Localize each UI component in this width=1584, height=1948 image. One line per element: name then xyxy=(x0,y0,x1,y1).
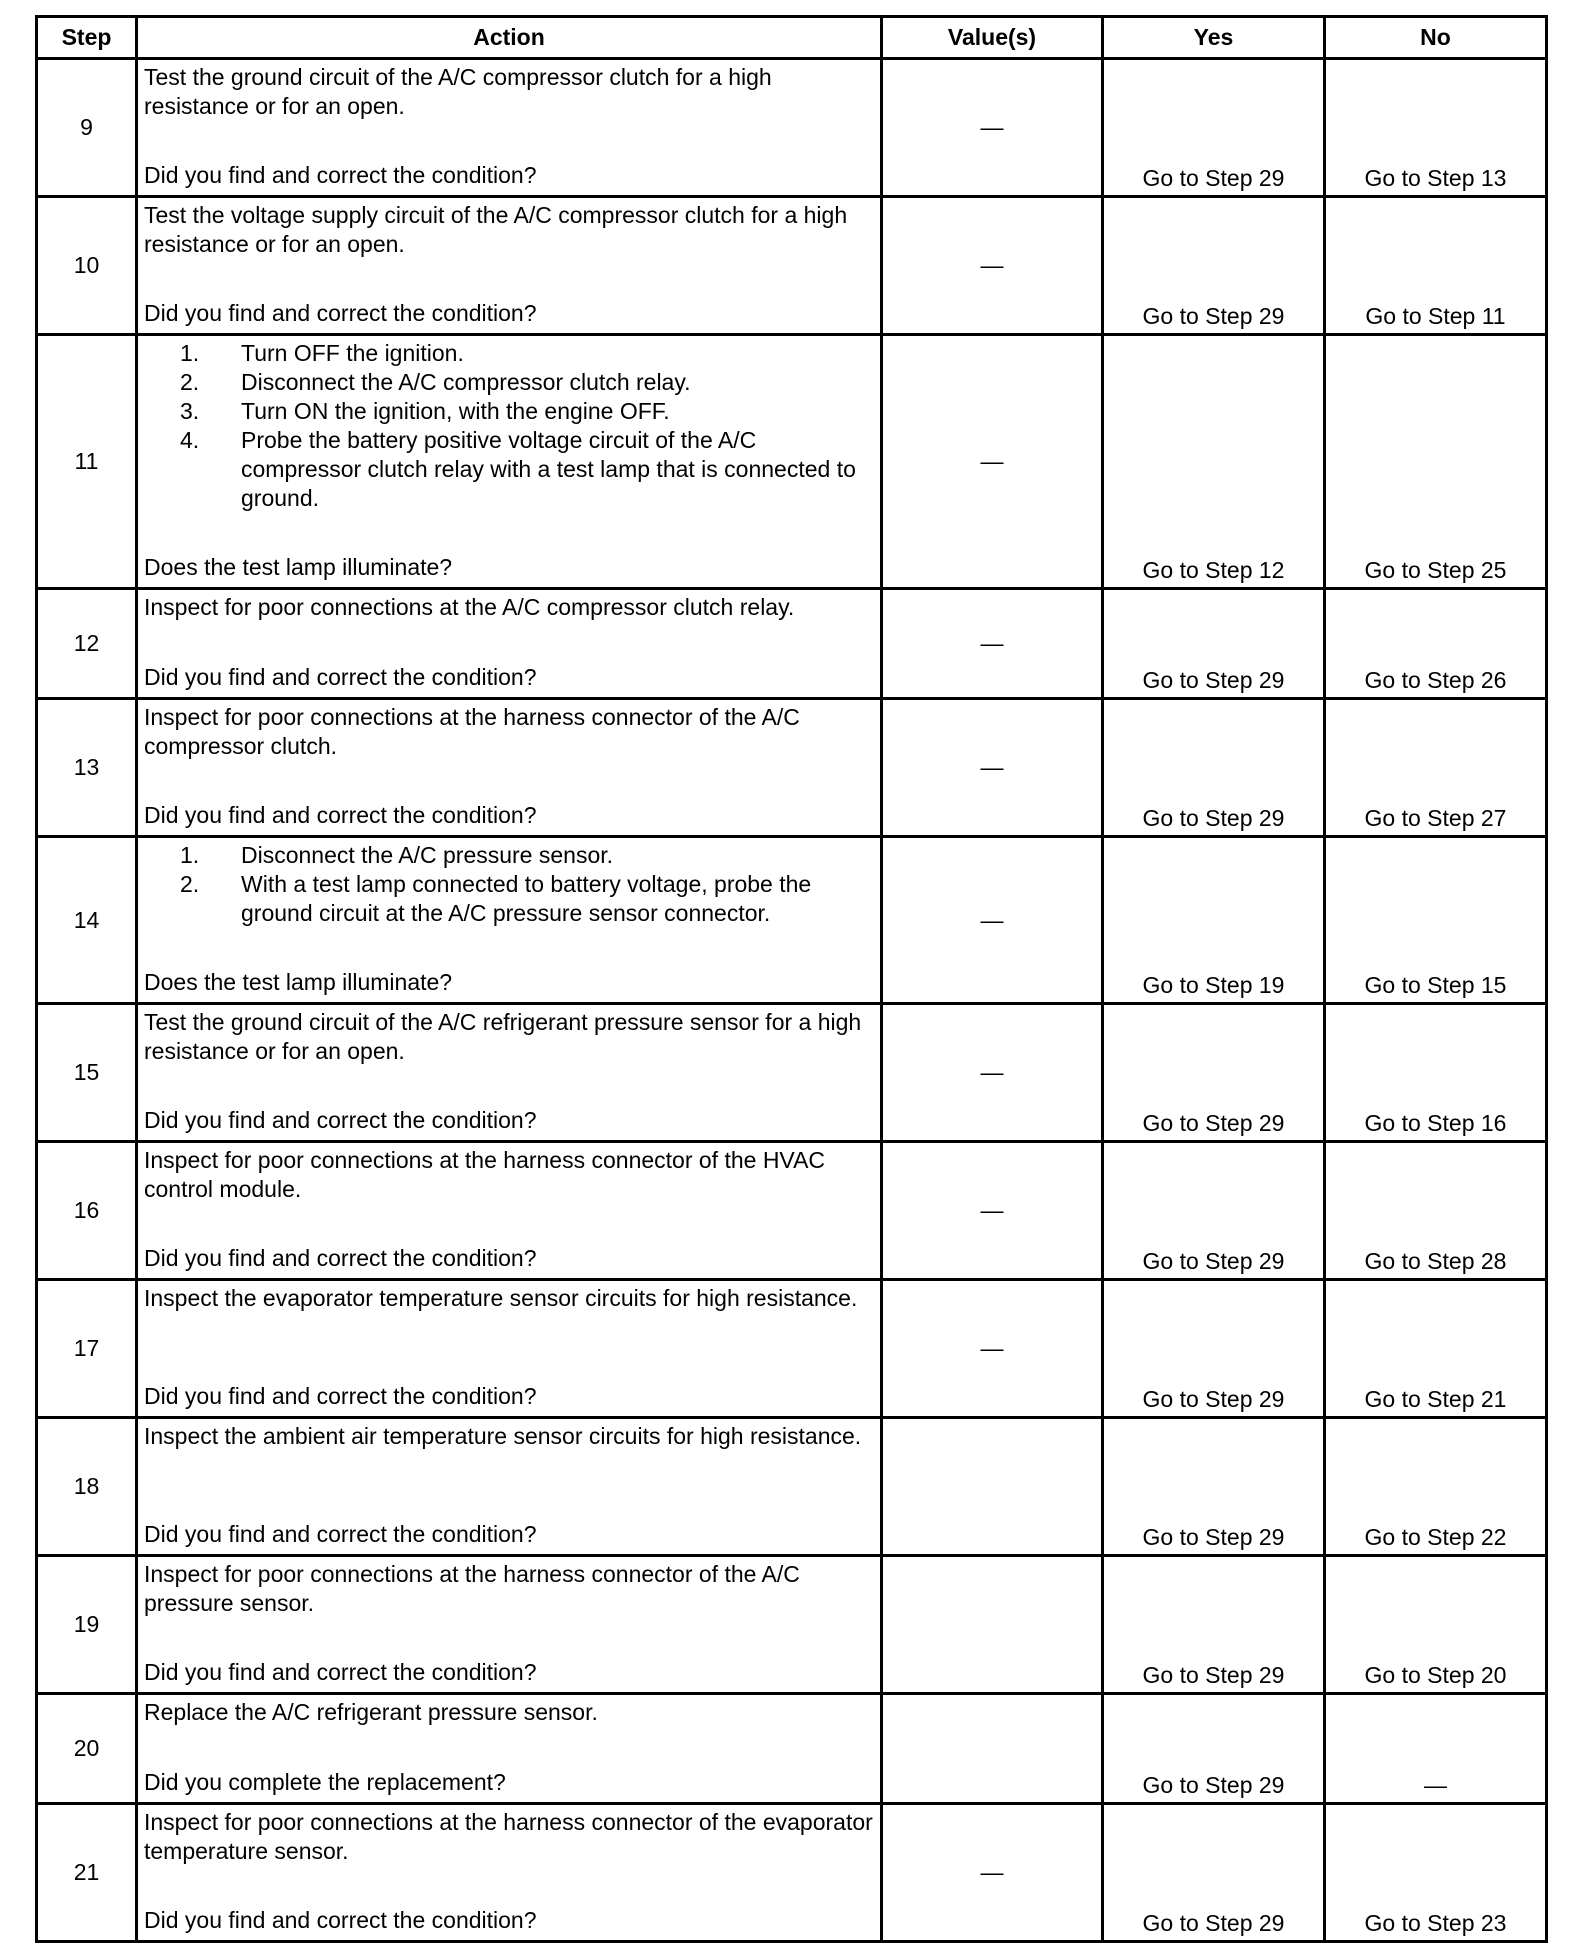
step-number: 14 xyxy=(37,837,137,1004)
action-instructions xyxy=(144,593,874,622)
action-content xyxy=(144,1143,874,1275)
action-question: Does the test lamp illuminate? xyxy=(144,554,453,580)
action-cell xyxy=(137,1694,882,1804)
action-cell xyxy=(137,699,882,837)
action-question: Did you find and correct the condition? xyxy=(144,162,537,188)
table-row xyxy=(37,335,1547,589)
yes-link[interactable]: Go to Step 29 xyxy=(1103,59,1325,197)
action-instructions xyxy=(144,1422,874,1451)
action-cell xyxy=(137,1556,882,1694)
value-cell: — xyxy=(882,699,1103,837)
yes-link[interactable]: Go to Step 29 xyxy=(1103,1556,1325,1694)
no-link[interactable]: Go to Step 23 xyxy=(1325,1804,1547,1942)
step-number: 18 xyxy=(37,1418,137,1556)
value-cell xyxy=(882,1418,1103,1556)
step-number: 15 xyxy=(37,1004,137,1142)
action-content xyxy=(144,1005,874,1137)
no-link[interactable]: Go to Step 11 xyxy=(1325,197,1547,335)
action-cell xyxy=(137,335,882,589)
action-list xyxy=(144,841,874,928)
action-question: Did you find and correct the condition? xyxy=(144,1521,537,1547)
action-list-item: 2. With a test lamp connected to battery voltage, probe the ground circuit at the A/C pressure sensor connector. xyxy=(241,870,874,928)
value-cell: — xyxy=(882,1280,1103,1418)
action-content xyxy=(144,1805,874,1937)
action-text: Inspect for poor connections at the harness connector of the HVAC control module. xyxy=(144,1147,826,1202)
header-row xyxy=(37,17,1547,59)
action-list-item: 3. Turn ON the ignition, with the engine OFF. xyxy=(241,397,874,426)
yes-link[interactable]: Go to Step 29 xyxy=(1103,1694,1325,1804)
table-row xyxy=(37,1556,1547,1694)
action-text: Test the ground circuit of the A/C compressor clutch for a high resistance or for an open. xyxy=(144,64,772,119)
value-cell xyxy=(882,1694,1103,1804)
yes-link[interactable]: Go to Step 29 xyxy=(1103,1418,1325,1556)
table-row xyxy=(37,1804,1547,1942)
action-text: Inspect for poor connections at the harness connector of the A/C pressure sensor. xyxy=(144,1561,800,1616)
step-number: 20 xyxy=(37,1694,137,1804)
no-link[interactable]: Go to Step 28 xyxy=(1325,1142,1547,1280)
table-row xyxy=(37,197,1547,335)
table-row xyxy=(37,1004,1547,1142)
action-list-item: 1. Turn OFF the ignition. xyxy=(241,339,874,368)
action-question: Did you complete the replacement? xyxy=(144,1769,506,1795)
value-cell: — xyxy=(882,1004,1103,1142)
action-list-item: 1. Disconnect the A/C pressure sensor. xyxy=(241,841,874,870)
action-question: Did you find and correct the condition? xyxy=(144,1383,537,1409)
action-cell xyxy=(137,1004,882,1142)
diagnostic-table xyxy=(35,15,1548,1943)
action-cell xyxy=(137,589,882,699)
header-values: Value(s) xyxy=(882,17,1103,59)
action-text: Replace the A/C refrigerant pressure sensor. xyxy=(144,1699,598,1725)
action-instructions xyxy=(144,1284,874,1313)
step-number: 19 xyxy=(37,1556,137,1694)
action-cell xyxy=(137,1142,882,1280)
action-cell xyxy=(137,1280,882,1418)
action-instructions xyxy=(144,1698,874,1727)
action-text: Test the voltage supply circuit of the A/C compressor clutch for a high resistance or for an open. xyxy=(144,202,848,257)
action-content xyxy=(144,1695,874,1799)
header-action: Action xyxy=(137,17,882,59)
action-cell xyxy=(137,197,882,335)
value-cell: — xyxy=(882,589,1103,699)
yes-link[interactable]: Go to Step 19 xyxy=(1103,837,1325,1004)
table-row xyxy=(37,589,1547,699)
action-instructions xyxy=(144,1808,874,1866)
table-row xyxy=(37,59,1547,197)
action-question: Did you find and correct the condition? xyxy=(144,1659,537,1685)
action-list-item: 4. Probe the battery positive voltage circuit of the A/C compressor clutch relay with a test lamp that is connected to ground. xyxy=(241,426,874,513)
action-cell xyxy=(137,1804,882,1942)
action-question: Did you find and correct the condition? xyxy=(144,664,537,690)
value-cell xyxy=(882,1556,1103,1694)
action-text: Inspect for poor connections at the harness connector of the A/C compressor clutch. xyxy=(144,704,800,759)
table-row xyxy=(37,1142,1547,1280)
no-link[interactable]: Go to Step 20 xyxy=(1325,1556,1547,1694)
action-list-item: 2. Disconnect the A/C compressor clutch relay. xyxy=(241,368,874,397)
action-content xyxy=(144,700,874,832)
action-text: Inspect the evaporator temperature sensor circuits for high resistance. xyxy=(144,1285,858,1311)
header-yes: Yes xyxy=(1103,17,1325,59)
action-instructions xyxy=(144,201,874,259)
action-content xyxy=(144,60,874,192)
no-link[interactable]: Go to Step 16 xyxy=(1325,1004,1547,1142)
action-question: Did you find and correct the condition? xyxy=(144,1107,537,1133)
action-content xyxy=(144,336,874,584)
action-instructions xyxy=(144,63,874,121)
yes-link[interactable]: Go to Step 29 xyxy=(1103,197,1325,335)
step-number: 12 xyxy=(37,589,137,699)
action-instructions xyxy=(144,1560,874,1618)
action-instructions xyxy=(144,841,874,928)
action-text: Inspect the ambient air temperature sensor circuits for high resistance. xyxy=(144,1423,862,1449)
action-cell xyxy=(137,837,882,1004)
action-question: Did you find and correct the condition? xyxy=(144,802,537,828)
table-row xyxy=(37,1694,1547,1804)
no-link[interactable]: Go to Step 15 xyxy=(1325,837,1547,1004)
step-number: 10 xyxy=(37,197,137,335)
yes-link[interactable]: Go to Step 12 xyxy=(1103,335,1325,589)
step-number: 17 xyxy=(37,1280,137,1418)
action-cell xyxy=(137,1418,882,1556)
table-row xyxy=(37,1418,1547,1556)
no-link[interactable]: Go to Step 26 xyxy=(1325,589,1547,699)
no-link[interactable]: Go to Step 27 xyxy=(1325,699,1547,837)
value-cell: — xyxy=(882,837,1103,1004)
no-link[interactable]: Go to Step 25 xyxy=(1325,335,1547,589)
action-text: Test the ground circuit of the A/C refrigerant pressure sensor for a high resistance or for an open. xyxy=(144,1009,862,1064)
action-question: Did you find and correct the condition? xyxy=(144,1907,537,1933)
action-question: Did you find and correct the condition? xyxy=(144,1245,537,1271)
yes-link[interactable]: Go to Step 29 xyxy=(1103,1804,1325,1942)
no-link: — xyxy=(1325,1694,1547,1804)
action-text: Inspect for poor connections at the A/C compressor clutch relay. xyxy=(144,594,795,620)
action-list xyxy=(144,339,874,513)
action-question: Does the test lamp illuminate? xyxy=(144,969,453,995)
yes-link[interactable]: Go to Step 29 xyxy=(1103,589,1325,699)
action-cell xyxy=(137,59,882,197)
yes-link[interactable]: Go to Step 29 xyxy=(1103,1142,1325,1280)
yes-link[interactable]: Go to Step 29 xyxy=(1103,1004,1325,1142)
action-content xyxy=(144,1281,874,1413)
action-instructions xyxy=(144,1146,874,1204)
value-cell: — xyxy=(882,197,1103,335)
step-number: 16 xyxy=(37,1142,137,1280)
action-content xyxy=(144,1557,874,1689)
value-cell: — xyxy=(882,59,1103,197)
header-no: No xyxy=(1325,17,1547,59)
action-instructions xyxy=(144,339,874,513)
table-row xyxy=(37,699,1547,837)
value-cell: — xyxy=(882,1804,1103,1942)
table-row xyxy=(37,1280,1547,1418)
value-cell: — xyxy=(882,335,1103,589)
value-cell: — xyxy=(882,1142,1103,1280)
step-number: 9 xyxy=(37,59,137,197)
action-content xyxy=(144,590,874,694)
no-link[interactable]: Go to Step 21 xyxy=(1325,1280,1547,1418)
action-instructions xyxy=(144,703,874,761)
table-row xyxy=(37,837,1547,1004)
action-content xyxy=(144,198,874,330)
action-content xyxy=(144,838,874,999)
step-number: 11 xyxy=(37,335,137,589)
yes-link[interactable]: Go to Step 29 xyxy=(1103,699,1325,837)
header-step: Step xyxy=(37,17,137,59)
step-number: 21 xyxy=(37,1804,137,1942)
action-text: Inspect for poor connections at the harness connector of the evaporator temperature sensor. xyxy=(144,1809,873,1864)
yes-link[interactable]: Go to Step 29 xyxy=(1103,1280,1325,1418)
no-link[interactable]: Go to Step 22 xyxy=(1325,1418,1547,1556)
no-link[interactable]: Go to Step 13 xyxy=(1325,59,1547,197)
action-instructions xyxy=(144,1008,874,1066)
action-content xyxy=(144,1419,874,1551)
table-body xyxy=(37,59,1547,1942)
action-question: Did you find and correct the condition? xyxy=(144,300,537,326)
step-number: 13 xyxy=(37,699,137,837)
